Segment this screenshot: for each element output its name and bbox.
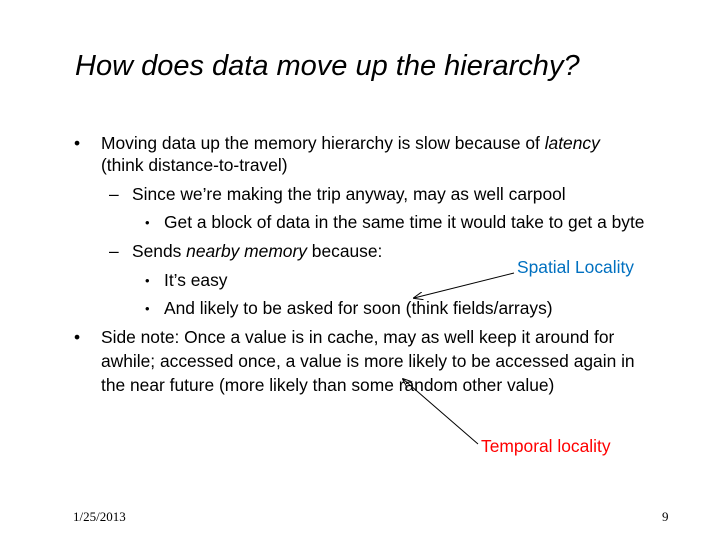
bullet-2-line-3: the near future (more likely than some random other value) xyxy=(101,375,555,395)
sub-item-likely: And likely to be asked for soon (think fields/arrays) xyxy=(164,298,553,318)
page-number: 9 xyxy=(662,509,669,524)
spatial-locality-label: Spatial Locality xyxy=(517,257,634,277)
bullet-marker: • xyxy=(74,327,81,347)
dash-marker: – xyxy=(109,241,119,261)
dash-marker: – xyxy=(109,184,119,204)
nearby-prefix: Sends xyxy=(132,241,187,261)
slide-title: How does data move up the hierarchy? xyxy=(75,50,580,82)
temporal-arrow xyxy=(403,379,478,444)
bullet-1-line-2: (think distance-to-travel) xyxy=(101,155,288,175)
latency-emphasis: latency xyxy=(544,133,600,153)
bullet-marker: • xyxy=(145,215,150,230)
sub-bullet-carpool: Since we’re making the trip anyway, may as well carpool xyxy=(132,184,566,204)
nearby-suffix: because: xyxy=(306,241,383,261)
bullet-marker: • xyxy=(145,273,150,288)
spatial-arrow xyxy=(414,273,514,298)
sub-item-block: Get a block of data in the same time it would take to get a byte xyxy=(164,212,645,232)
temporal-locality-label: Temporal locality xyxy=(481,436,611,456)
bullet-2-line-1: Side note: Once a value is in cache, may as well keep it around for xyxy=(101,327,615,347)
sub-item-easy: It’s easy xyxy=(164,270,228,290)
nearby-memory-emphasis: nearby memory xyxy=(186,241,307,261)
bullet-2-line-2: awhile; accessed once, a value is more likely to be accessed again in xyxy=(101,351,635,371)
footer-date: 1/25/2013 xyxy=(73,509,126,524)
bullet-marker: • xyxy=(74,133,81,153)
bullet-1-text: Moving data up the memory hierarchy is slow because of xyxy=(101,133,545,153)
bullet-marker: • xyxy=(145,301,150,316)
